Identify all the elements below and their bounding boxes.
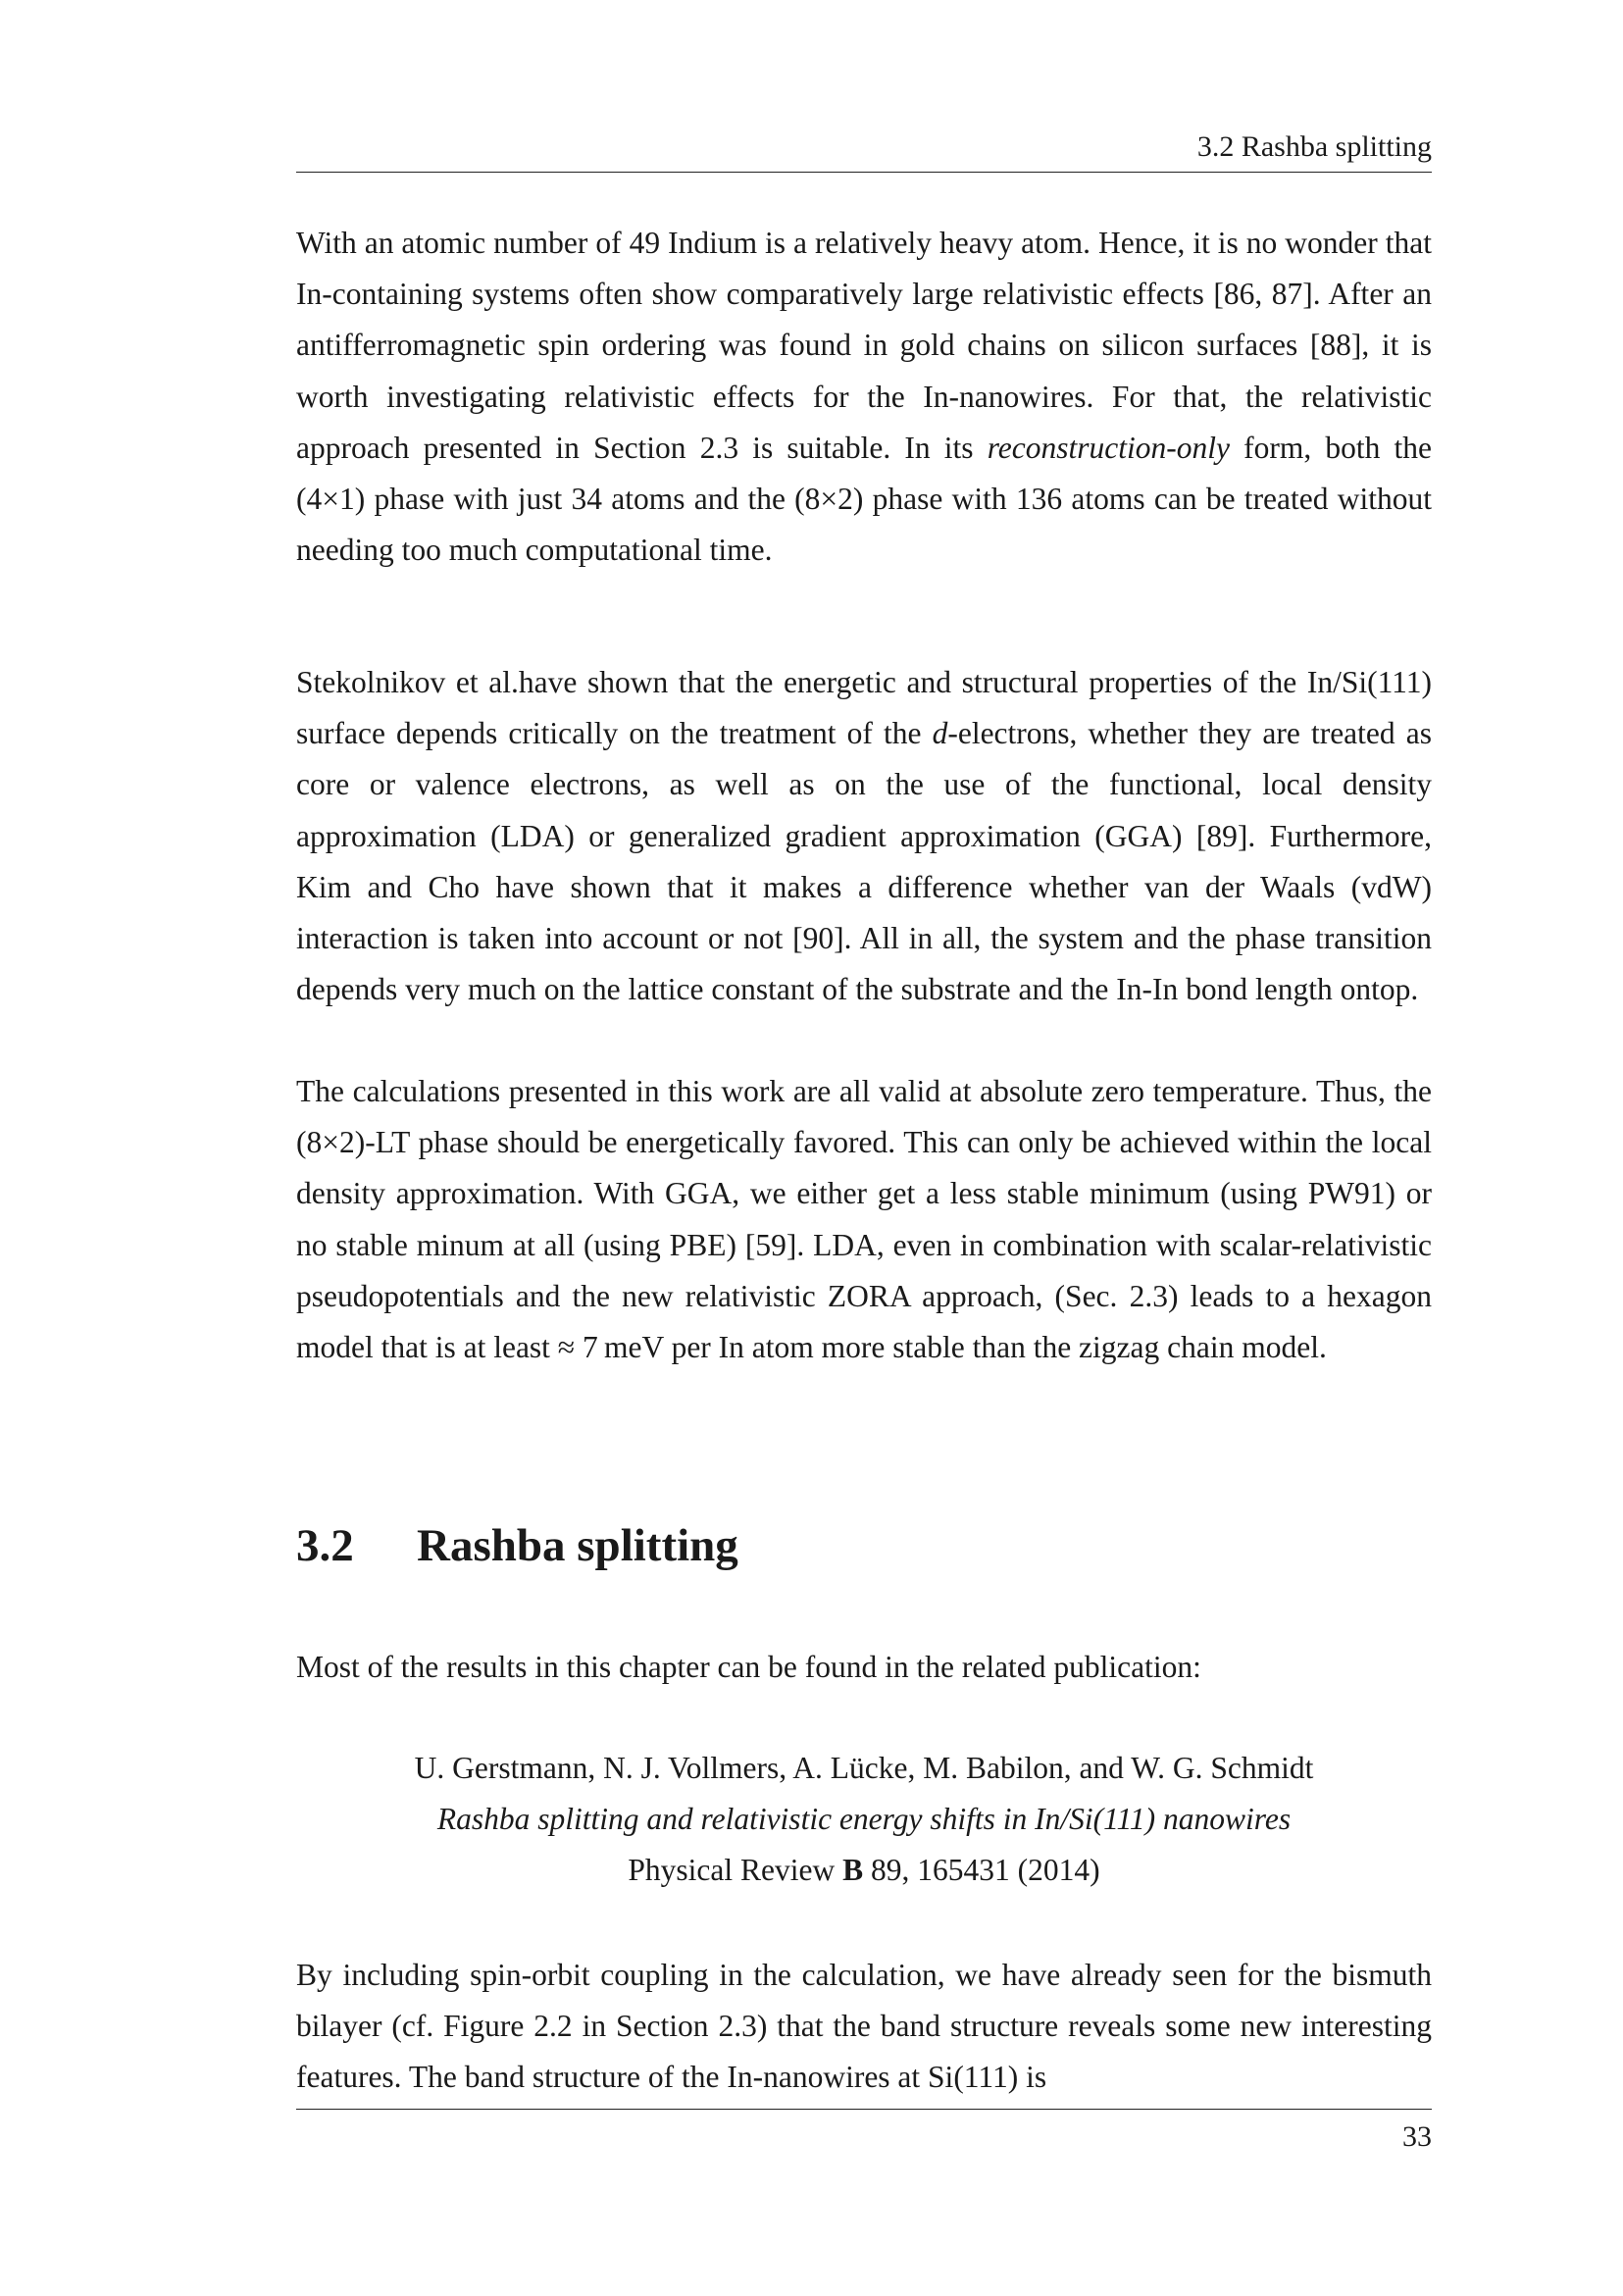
citation-title: Rashba splitting and relativistic energy shifts in In/Si(111) nanowires: [436, 1802, 1292, 1836]
paragraph-2-text-b: -electrons, whether they are treated as core or valence electrons, as well as on the use of the functional, local density approximation (LDA) or generalized gradient approximation (GGA) [89]. Furthermore, Kim and Cho have shown that it makes a difference whether van der Waals (vdW) interaction is taken into account or not [90]. All in all, the system and the phase transition depends very much on the lattice constant of the substrate and the In-In bond length ontop.: [296, 716, 1432, 1007]
paragraph-indium-relativistic: [296, 218, 1432, 576]
citation-journal-prefix: Physical Review: [628, 1853, 843, 1887]
running-head: 3.2 Rashba splitting: [1196, 130, 1432, 163]
section-heading: [296, 1516, 738, 1575]
citation-journal-letter: B: [842, 1853, 864, 1887]
paragraph-stekolnikov: [296, 657, 1432, 1015]
section-number: 3.2: [296, 1520, 354, 1571]
paragraph-calculations: The calculations presented in this work are all valid at absolute zero temperature. Thus, the (8×2)-LT phase should be energetically favored. This can only be achieved within the local density approximation. With GGA, we either get a less stable minimum (using PW91) or no stable minum at all (using PBE) [59]. LDA, even in combination with scalar-relativistic pseudopotentials and the new relativistic ZORA approach, (Sec. 2.3) leads to a hexagon model that is at least ≈ 7 meV per In atom more stable than the zigzag chain model.: [296, 1074, 1432, 1365]
citation-authors: U. Gerstmann, N. J. Vollmers, A. Lücke, M. Babilon, and W. G. Schmidt: [414, 1751, 1314, 1785]
page-number: 33: [1402, 2120, 1432, 2153]
paragraph-1-text-a: With an atomic number of 49 Indium is a relatively heavy atom. Hence, it is no wonder that In-containing systems often show comparatively large relativistic effects [86, 87]. After an antifferromagnetic spin ordering was found in gold chains on silicon surfaces [88], it is worth investigating relativistic effects for the In-nanowires. For that, the relativistic approach presented in Section 2.3 is suitable. In its: [296, 226, 1432, 465]
citation-journal: [296, 1845, 1432, 1896]
paragraph-2-text-a: Stekolnikov et al.have shown that the energetic and structural properties of the In/Si(111) surface depends critically on the treatment of the: [296, 665, 1432, 751]
paragraph-spin-orbit: By including spin-orbit coupling in the calculation, we have already seen for the bismuth bilayer (cf. Figure 2.2 in Section 2.3) that the band structure reveals some new interesting features. The band structure of the In-nanowires at Si(111) is: [296, 1958, 1432, 2095]
section-title: Rashba splitting: [417, 1520, 738, 1571]
paragraph-publication-intro: Most of the results in this chapter can be found in the related publication:: [296, 1650, 1201, 1684]
paragraph-1-emphasis: reconstruction-only: [987, 430, 1230, 465]
paragraph-2-emphasis: d: [932, 716, 948, 751]
footer-rule: [296, 2109, 1432, 2110]
paragraph-1-text-b: form, both the (4×1) phase with just 34 atoms and the (8×2) phase with 136 atoms can be treated without needing too much computational time.: [296, 430, 1433, 568]
citation-journal-suffix: 89, 165431 (2014): [863, 1853, 1100, 1887]
citation-block: [296, 1743, 1432, 1896]
header-rule: [296, 172, 1432, 173]
